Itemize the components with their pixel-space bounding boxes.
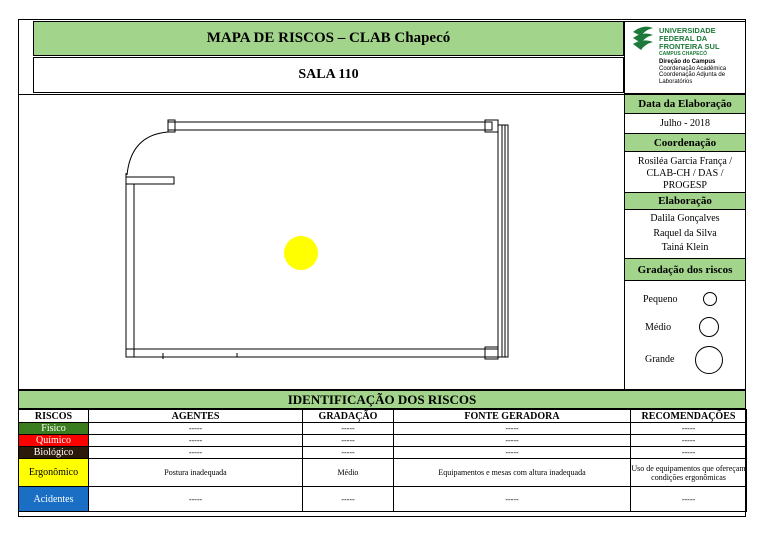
risk-name: Biológico xyxy=(19,447,89,459)
col-gradacao: GRADAÇÃO xyxy=(303,410,394,423)
risk-name: Químico xyxy=(19,435,89,447)
risk-agentes: Postura inadequada xyxy=(89,459,303,487)
risk-gradacao: ----- xyxy=(303,435,394,447)
floor-plan xyxy=(18,94,625,390)
gradation-label: Gradação dos riscos xyxy=(625,258,745,281)
elaboration-person-2: Raquel da Silva xyxy=(653,228,717,239)
risk-gradacao: Médio xyxy=(303,459,394,487)
gradation-medium-circle xyxy=(699,317,719,337)
table-row xyxy=(19,423,747,435)
gradation-large-circle xyxy=(695,346,723,374)
logo-campus: CAMPUS CHAPECÓ xyxy=(659,51,708,57)
col-recomendacoes: RECOMENDAÇÕES xyxy=(631,410,747,423)
col-agentes: AGENTES xyxy=(89,410,303,423)
risk-fonte: ----- xyxy=(394,435,631,447)
logo-sub1: Direção do Campus xyxy=(659,59,716,65)
ergonomic-risk-marker xyxy=(284,236,318,270)
risk-gradacao: ----- xyxy=(303,487,394,512)
elaboration-person-1: Dalila Gonçalves xyxy=(650,213,720,224)
table-row xyxy=(19,447,747,459)
risks-title: IDENTIFICAÇÃO DOS RISCOS xyxy=(18,390,746,409)
logo-sub2: Coordenação Acadêmica xyxy=(659,65,727,72)
risk-fonte: Equipamentos e mesas com altura inadequada xyxy=(394,459,631,487)
logo-line1: UNIVERSIDADE xyxy=(659,26,716,35)
risk-recomendacoes: ----- xyxy=(631,487,747,512)
risk-name: Ergonômico xyxy=(19,459,89,487)
risk-recomendacoes: ----- xyxy=(631,435,747,447)
gradation-small-circle xyxy=(703,292,717,306)
coordination-line1: Rosiléa Garcia França / xyxy=(637,156,733,167)
risk-recomendacoes: Uso de equipamentos que ofereçam condições ergonômicas xyxy=(631,459,747,487)
risk-fonte: ----- xyxy=(394,487,631,512)
risk-agentes: ----- xyxy=(89,435,303,447)
elaboration-label: Elaboração xyxy=(625,192,745,210)
logo-sub3: Coordenação Adjunta de xyxy=(659,72,726,78)
floor-plan-drawing xyxy=(19,95,624,389)
table-row xyxy=(19,487,747,512)
risk-fonte: ----- xyxy=(394,447,631,459)
table-row xyxy=(19,459,747,487)
gradation-small-label: Pequeno xyxy=(643,294,678,305)
risk-name: Acidentes xyxy=(19,487,89,512)
date-label: Data da Elaboração xyxy=(625,95,745,114)
risk-fonte: ----- xyxy=(394,423,631,435)
university-logo-block xyxy=(624,21,746,94)
elaboration-person-3: Tainá Klein xyxy=(661,242,709,253)
risk-gradacao: ----- xyxy=(303,447,394,459)
logo-sub4: Laboratórios xyxy=(659,78,693,85)
risk-agentes: ----- xyxy=(89,423,303,435)
risk-name: Físico xyxy=(19,423,89,435)
page-title: MAPA DE RISCOS – CLAB Chapecó xyxy=(33,21,624,56)
gradation-medium-label: Médio xyxy=(645,322,672,333)
risk-recomendacoes: ----- xyxy=(631,423,747,435)
risk-agentes: ----- xyxy=(89,487,303,512)
col-fonte-geradora: FONTE GERADORA xyxy=(394,410,631,423)
logo-line3: FRONTEIRA SUL xyxy=(659,42,720,51)
gradation-large-label: Grande xyxy=(645,354,675,365)
risk-gradacao: ----- xyxy=(303,423,394,435)
coordination-line3: PROGESP xyxy=(663,180,707,191)
col-riscos: RISCOS xyxy=(19,410,89,423)
room-name: SALA 110 xyxy=(33,57,624,93)
logo-line2: FEDERAL DA xyxy=(659,34,708,43)
table-row xyxy=(19,435,747,447)
risk-agentes: ----- xyxy=(89,447,303,459)
date-value: Julho - 2018 xyxy=(660,118,710,129)
coordination-label: Coordenação xyxy=(625,133,745,152)
coordination-line2: CLAB-CH / DAS / xyxy=(646,168,724,179)
info-sidebar xyxy=(624,94,746,390)
risks-table-header xyxy=(19,410,747,423)
risks-table xyxy=(18,409,747,512)
risk-recomendacoes: ----- xyxy=(631,447,747,459)
